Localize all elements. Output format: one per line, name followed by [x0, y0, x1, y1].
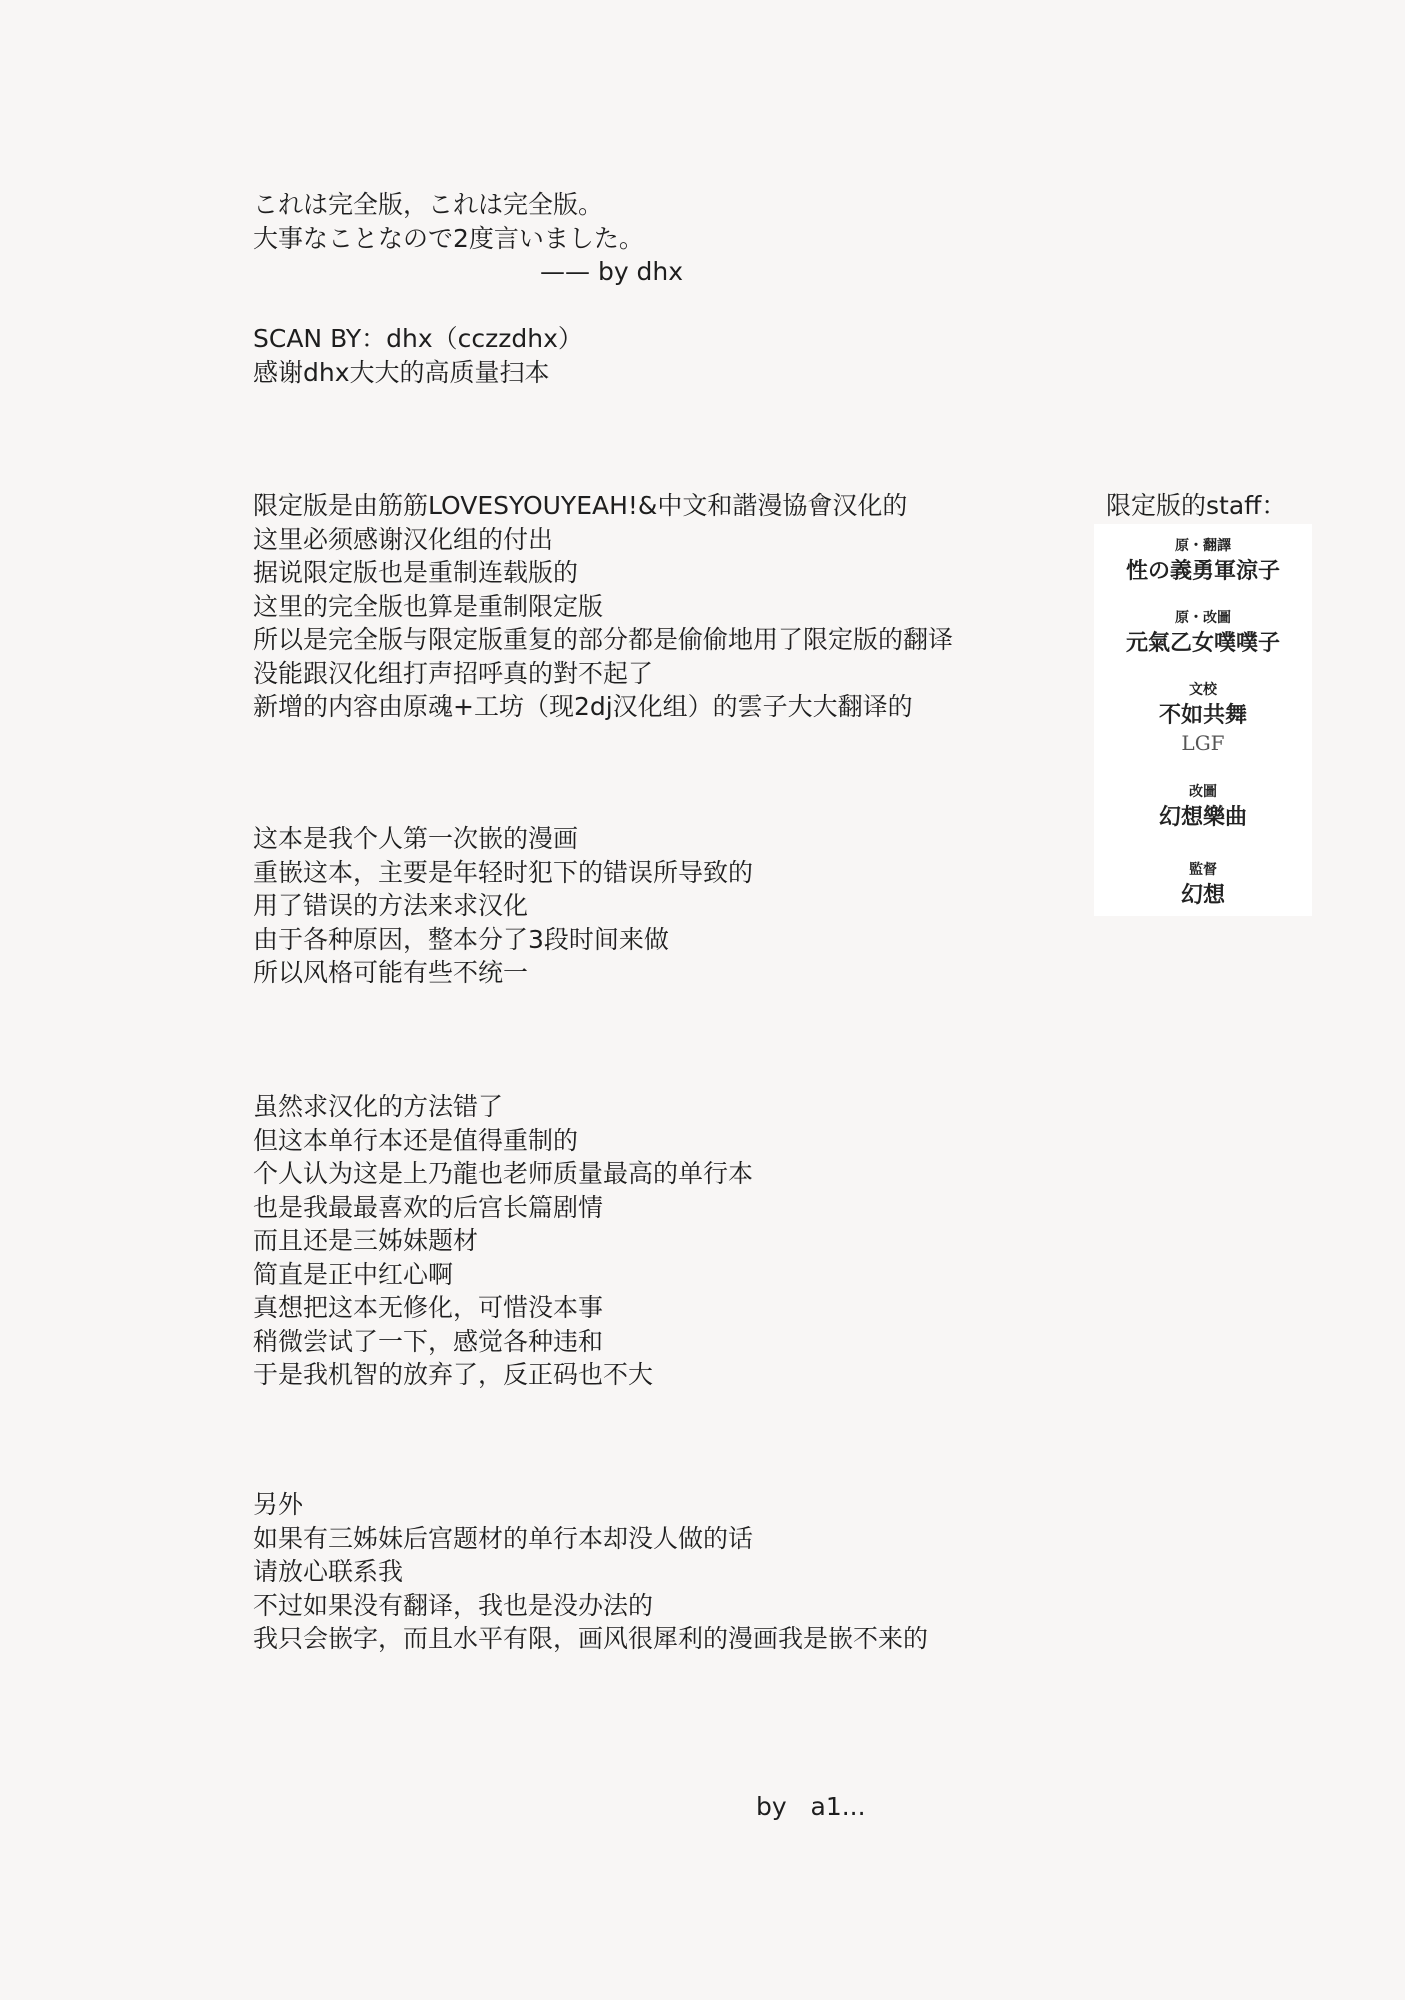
- staff-group-translation: [1094, 536, 1312, 586]
- note-line: 真想把这本无修化，可惜没本事: [253, 1293, 604, 1322]
- staff-role: 原・改圖: [1175, 610, 1231, 626]
- signature: by a1...: [756, 1792, 866, 1821]
- note-line: 请放心联系我: [253, 1557, 404, 1586]
- note-line: 而且还是三姊妹题材: [253, 1226, 479, 1255]
- staff-name: 幻想樂曲: [1158, 804, 1247, 830]
- note-line: 简直是正中红心啊: [253, 1259, 454, 1289]
- note-line: 重嵌这本，主要是年轻时犯下的错误所导致的: [253, 857, 754, 887]
- staff-group-editing: [1094, 608, 1312, 658]
- note-line: 由于各种原因，整本分了3段时间来做: [253, 924, 669, 954]
- note-line: 这本是我个人第一次嵌的漫画: [253, 824, 579, 853]
- note-line: 所以是完全版与限定版重复的部分都是偷偷地用了限定版的翻译: [253, 625, 954, 654]
- staff-group-proofreading: [1094, 680, 1312, 756]
- staff-role: 文校: [1189, 682, 1217, 698]
- scan-thanks-line: 感谢dhx大大的高质量扫本: [253, 357, 550, 387]
- staff-heading: 限定版的staff：: [1106, 491, 1287, 520]
- note-line: 如果有三姊妹后宫题材的单行本却没人做的话: [253, 1523, 754, 1553]
- note-line: 个人认为这是上乃龍也老师质量最高的单行本: [253, 1159, 754, 1188]
- note-line: 用了错误的方法来求汉化: [253, 891, 529, 920]
- staff-role: 原・翻譯: [1175, 538, 1231, 554]
- note-line: 据说限定版也是重制连载版的: [253, 558, 579, 587]
- staff-panel: [1094, 478, 1314, 918]
- translation-note-block: [253, 489, 953, 724]
- quote-line: 大事なことなので2度言いました。: [253, 223, 644, 253]
- note-line: 所以风格可能有些不统一: [253, 958, 529, 987]
- note-line: 限定版是由筋筋LOVESYOUYEAH!&中文和諧漫協會汉化的: [253, 491, 908, 520]
- staff-name: 不如共舞: [1158, 702, 1247, 728]
- staff-group-image-editing: [1094, 782, 1312, 832]
- note-line: 不过如果没有翻译，我也是没办法的: [253, 1590, 654, 1620]
- staff-name: 幻想: [1180, 882, 1225, 908]
- staff-name: LGF: [1181, 731, 1225, 755]
- staff-card: [1094, 524, 1312, 916]
- staff-name: 元氣乙女噗噗子: [1125, 630, 1280, 656]
- note-line: 新增的内容由原魂+工坊（现2dj汉化组）的雲子大大翻译的: [253, 692, 913, 721]
- quote-line: これは完全版，これは完全版。: [253, 190, 604, 219]
- contact-note-block: [253, 1488, 928, 1656]
- quote-block: [253, 188, 683, 289]
- scan-credit-line: SCAN BY：dhx（cczzdhx）: [253, 324, 583, 353]
- note-line: 于是我机智的放弃了，反正码也不大: [253, 1360, 654, 1389]
- scan-credit-block: [253, 322, 583, 389]
- note-line: 没能跟汉化组打声招呼真的對不起了: [253, 658, 654, 688]
- note-line: 我只会嵌字，而且水平有限，画风很犀利的漫画我是嵌不来的: [253, 1624, 929, 1653]
- staff-role: 改圖: [1189, 784, 1217, 800]
- typesetting-note-block: [253, 822, 753, 990]
- staff-role: 監督: [1189, 862, 1217, 878]
- quote-attribution: —— by dhx: [540, 257, 684, 286]
- note-line: 但这本单行本还是值得重制的: [253, 1125, 579, 1155]
- remake-note-block: [253, 1090, 753, 1392]
- note-line: 另外: [253, 1490, 304, 1519]
- note-line: 虽然求汉化的方法错了: [253, 1092, 504, 1121]
- note-line: 这里必须感谢汉化组的付出: [253, 524, 554, 554]
- staff-group-supervisor: [1094, 860, 1312, 910]
- note-line: 这里的完全版也算是重制限定版: [253, 591, 604, 621]
- staff-name: 性の義勇軍涼子: [1125, 558, 1280, 584]
- note-line: 稍微尝试了一下，感觉各种违和: [253, 1326, 604, 1356]
- note-line: 也是我最最喜欢的后宫长篇剧情: [253, 1192, 604, 1222]
